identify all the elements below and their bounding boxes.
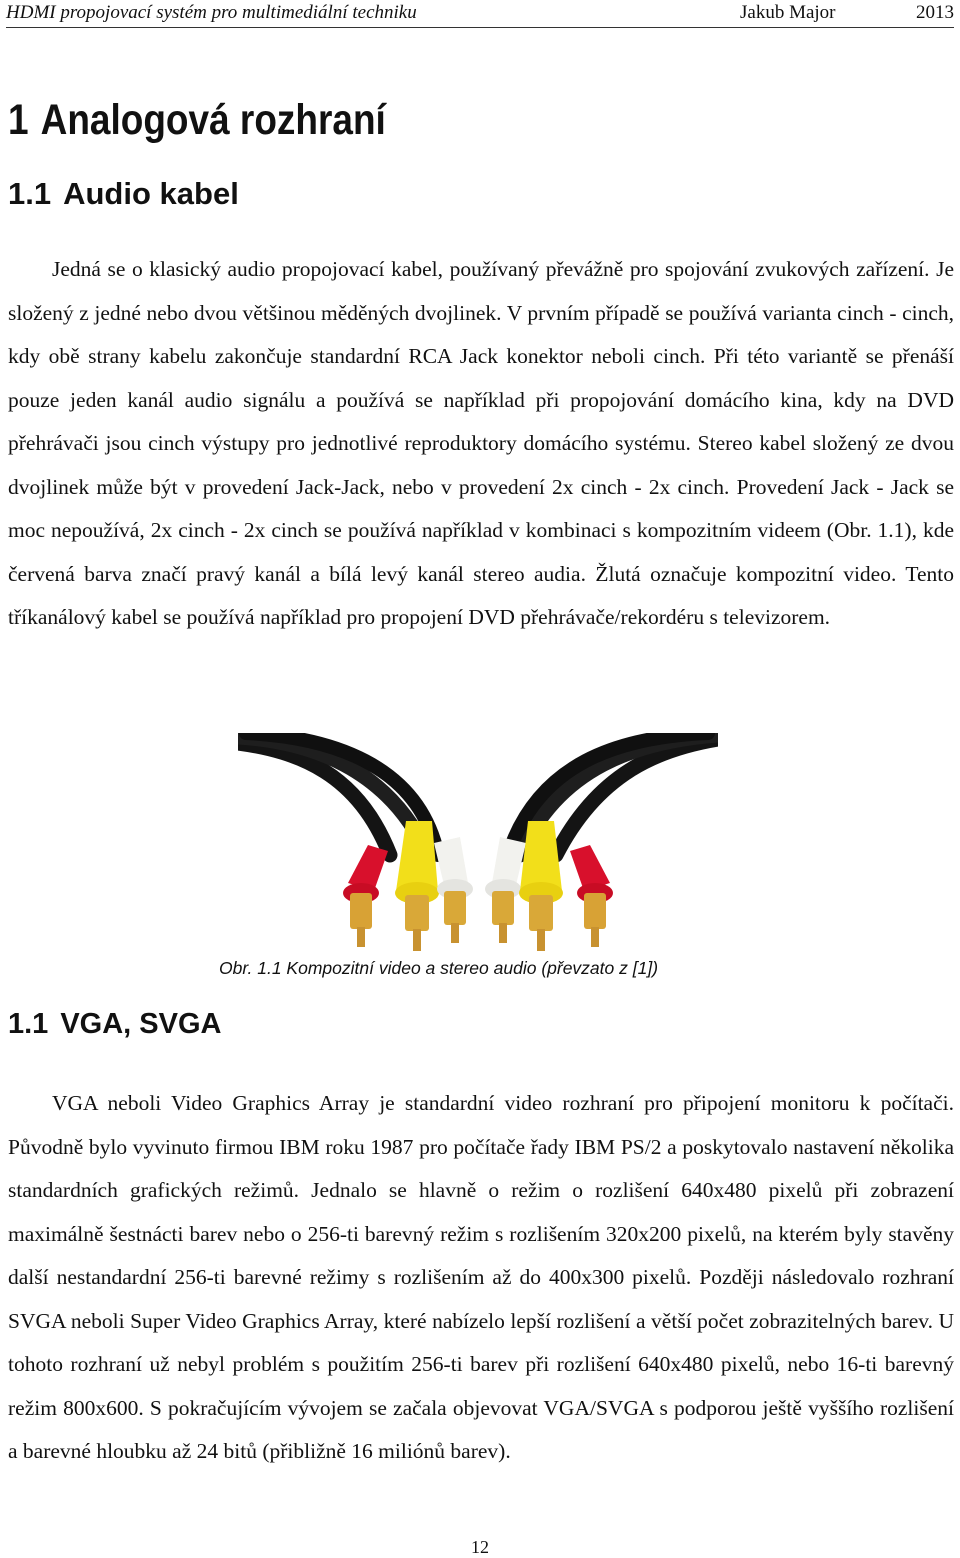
- vga-paragraph-text: VGA neboli Video Graphics Array je standardní video rozhraní pro připojení monitoru k počítači. Původně bylo vyvinuto firmou IBM roku 1987 pro počítače řady IBM PS/2 a poskytovalo nastavení několika standardních grafických režimů. Jednalo se hlavně o režim o rozlišení 640x480 pixelů při zobrazení maximálně šestnácti barev nebo o 256-ti barevný režim s rozlišením 320x200 pixelů, na kterém byly stavěny další nestandardní 256-ti barevné režimy s rozlišením až do 400x300 pixelů. Později následovalo rozhraní SVGA neboli Super Video Graphics Array, které nabízelo lepší rozlišení a větší počet zobrazitelných barev. U tohoto rozhraní už nebyl problém s použitím 256-ti barev při rozlišení 640x480 pixelů, nebo 16-ti barevný režim 800x600. S pokračujícím vývojem se začala objevovat VGA/SVGA s podporou ještě vyššího rozlišení a barevné hloubku až 24 bitů (přibližně 16 miliónů barev).: [8, 1091, 954, 1463]
- rca-cable-image: [238, 733, 718, 953]
- section-heading-audio: [8, 176, 239, 212]
- section-title: Audio kabel: [63, 176, 239, 211]
- connector-white-left: [434, 837, 473, 943]
- figure-caption: Obr. 1.1 Kompozitní video a stereo audio (převzato z [1]): [219, 958, 659, 978]
- chapter-title: Analogová rozhraní: [40, 96, 386, 144]
- header-year: 2013: [916, 2, 954, 23]
- audio-paragraph: [8, 248, 954, 640]
- header-author: Jakub Major: [740, 2, 836, 23]
- chapter-number: 1: [8, 96, 29, 144]
- section-title: VGA, SVGA: [60, 1008, 222, 1040]
- connector-yellow-left: [395, 821, 439, 951]
- running-header: [6, 0, 954, 28]
- vga-paragraph: [8, 1082, 954, 1474]
- connector-red-right: [570, 845, 613, 947]
- chapter-heading: [8, 96, 386, 145]
- audio-paragraph-text: Jedná se o klasický audio propojovací kabel, používaný převážně pro spojování zvukových zařízení. Je složený z jedné nebo dvou většinou měděných dvojlinek. V prvním případě se používá varianta cinch - cinch, kdy obě strany kabelu zakončuje standardní RCA Jack konektor neboli cinch. Při této variantě se přenáší pouze jeden kanál audio signálu a používá se například při propojování domácího kina, kdy na DVD přehrávači jsou cinch výstupy pro jednotlivé reproduktory domácího systému. Stereo kabel složený ze dvou dvojlinek může být v provedení Jack-Jack, nebo v provedení 2x cinch - 2x cinch. Provedení Jack - Jack se moc nepoužívá, 2x cinch - 2x cinch se používá například v kombinaci s kompozitním videem (Obr. 1.1), kde červená barva značí pravý kanál a bílá levý kanál stereo audia. Žlutá označuje kompozitní video. Tento tříkanálový kabel se používá například pro propojení DVD přehrávače/rekordéru s televizorem.: [8, 257, 954, 629]
- section-heading-vga: [8, 1008, 221, 1041]
- header-document-title: HDMI propojovací systém pro multimediální techniku: [6, 2, 417, 23]
- section-number: 1.1: [8, 1008, 49, 1040]
- connector-red-left: [343, 845, 388, 947]
- page-number: 12: [471, 1537, 489, 1557]
- section-number: 1.1: [8, 176, 52, 211]
